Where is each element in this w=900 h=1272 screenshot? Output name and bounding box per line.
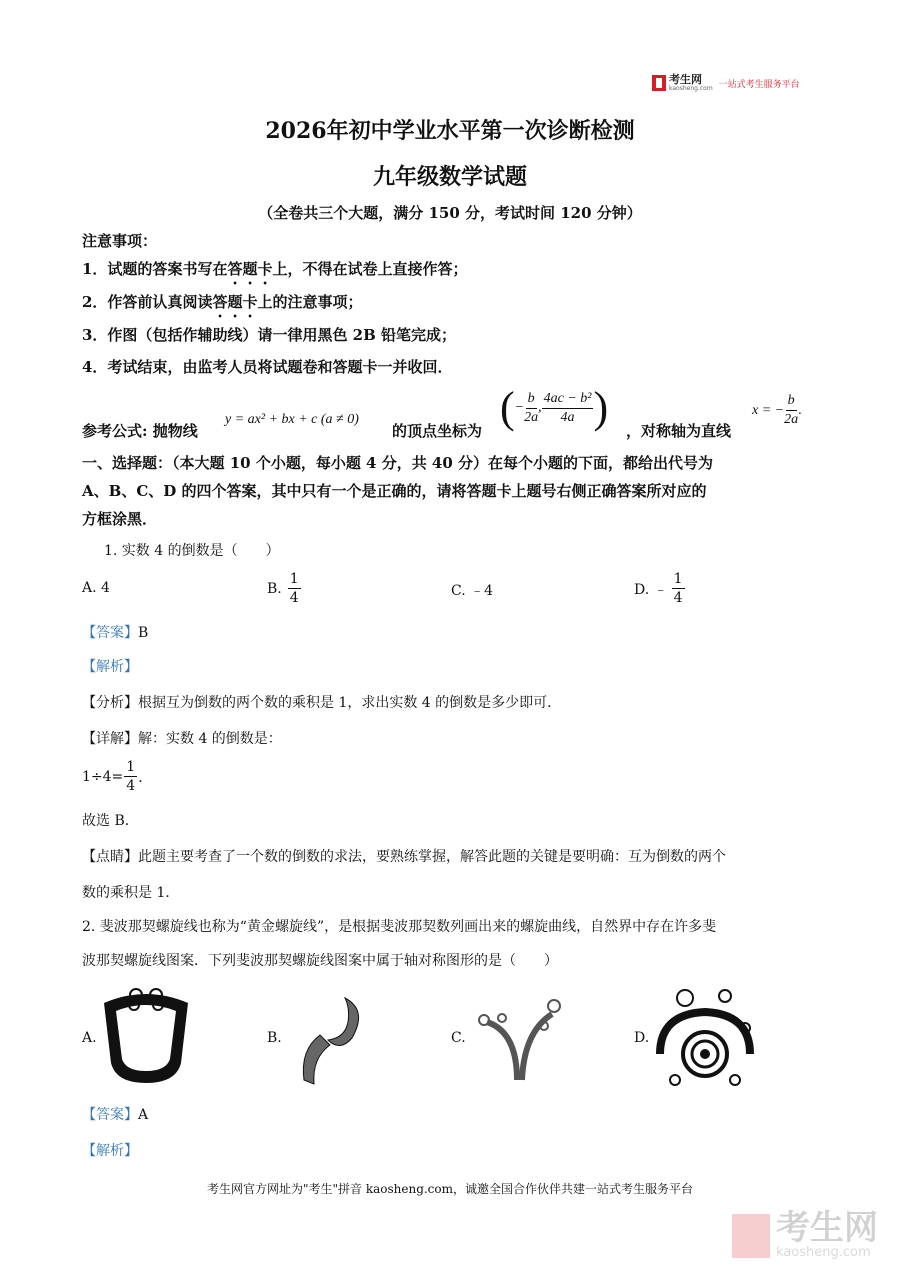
note-4: 4．考试结束，由监考人员将试题卷和答题卡一并收回． [82,358,453,376]
exam-info: （全卷共三个大题，满分 150 分，考试时间 120 分钟） [258,204,642,222]
vertex-formula: ( − $\frac{b}{2a}$ , $\frac{\text{4ac − b²}}{4a}$ ) [500,383,609,432]
formula-label: 参考公式: 抛物线 [82,422,198,440]
section1-line2: A、B、C、D 的四个答案，其中只有一个是正确的，请将答题卡上题号右侧正确答案所对应的 [82,482,707,500]
q2-option-b-figure [290,990,370,1090]
watermark-url: kaosheng.com [776,1245,871,1260]
q1-xiangjie: 【详解】解：实数 4 的倒数是： [82,731,282,747]
watermark-text: 考生网 [776,1208,878,1248]
q2-answer: 【答案】A [82,1107,149,1123]
page-footer: 考生网官方网址为"考生"拼音 kaosheng.com，诚邀全国合作伙伴共建一站式考生服务平台 [206,1182,694,1196]
q1-option-c: C. ﹣4 [451,583,494,599]
q2-option-a-label: A. [82,1030,97,1046]
logo-url: kaosheng.com [669,85,713,92]
q1-fenxi: 【分析】根据互为倒数的两个数的乘积是 1，求出实数 4 的倒数是多少即可． [82,695,562,711]
section1-line3: 方框涂黑． [82,510,158,528]
q2-option-c-figure [472,992,572,1082]
q1-dianjing: 【点睛】此题主要考查了一个数的倒数的求法，要熟练掌握，解答此题的关键是要明确：互为倒数的两个 [82,849,726,865]
q1-stem: 1. 实数 4 的倒数是（ ） [104,543,280,559]
q1-option-b: B. $\frac{1}{4}$ [267,571,299,606]
q1-analysis-tag: 【解析】 [82,659,138,675]
kaosheng-logo-icon [652,75,666,91]
q2-stem-1: 2. 斐波那契螺旋线也称为“黄金螺旋线”，是根据斐波那契数列画出来的螺旋曲线，自然界中存在许多斐 [82,919,717,935]
q1-choose: 故选 B． [82,813,139,829]
q2-option-d-label: D. [634,1030,650,1046]
note-2: 2．作答前认真阅读答题卡上的注意事项； [82,293,363,311]
note-1: 1．试题的答案书写在答题卡上，不得在试卷上直接作答； [82,260,468,278]
note-3: 3．作图（包括作辅助线）请一律用黑色 2B 铅笔完成； [82,326,456,344]
q2-option-a-figure [96,983,196,1088]
q1-answer: 【答案】B [82,625,149,641]
q2-option-b-label: B. [267,1030,282,1046]
watermark-logo-icon [732,1214,770,1258]
section1-line1: 一、选择题：（本大题 10 个小题，每小题 4 分，共 40 分）在每个小题的下面，都给出代号为 [82,454,714,472]
header-logo [652,74,800,92]
formula-mid: 的顶点坐标为 [392,422,483,440]
watermark [732,1208,878,1260]
q1-option-a: A. 4 [82,580,110,596]
q1-option-d: D. ﹣ $\frac{1}{4}$ [634,571,683,606]
formula-tail: ，对称轴为直线 [626,422,732,440]
q2-option-d-figure [655,984,755,1089]
q2-analysis-tag: 【解析】 [82,1143,138,1159]
page-subtitle: 九年级数学试题 [372,164,527,190]
notes-heading: 注意事项： [82,232,158,250]
logo-name: 考生网 [669,73,702,86]
axis-formula: x = − $\frac{b}{2a}$ . [752,393,802,427]
logo-slogan: 一站式考生服务平台 [718,79,800,90]
q1-calc: 1÷4= $\frac{1}{4}$ ． [82,759,153,794]
page-title: 2026年初中学业水平第一次诊断检测 [265,118,635,144]
formula-equation: y = ax² + bx + c (a ≠ 0) [225,412,359,427]
q2-stem-2: 波那契螺旋线图案．下列斐波那契螺旋线图案中属于轴对称图形的是（ ） [82,953,558,969]
q2-option-c-label: C. [451,1030,466,1046]
q1-dianjing-2: 数的乘积是 1． [82,885,180,901]
